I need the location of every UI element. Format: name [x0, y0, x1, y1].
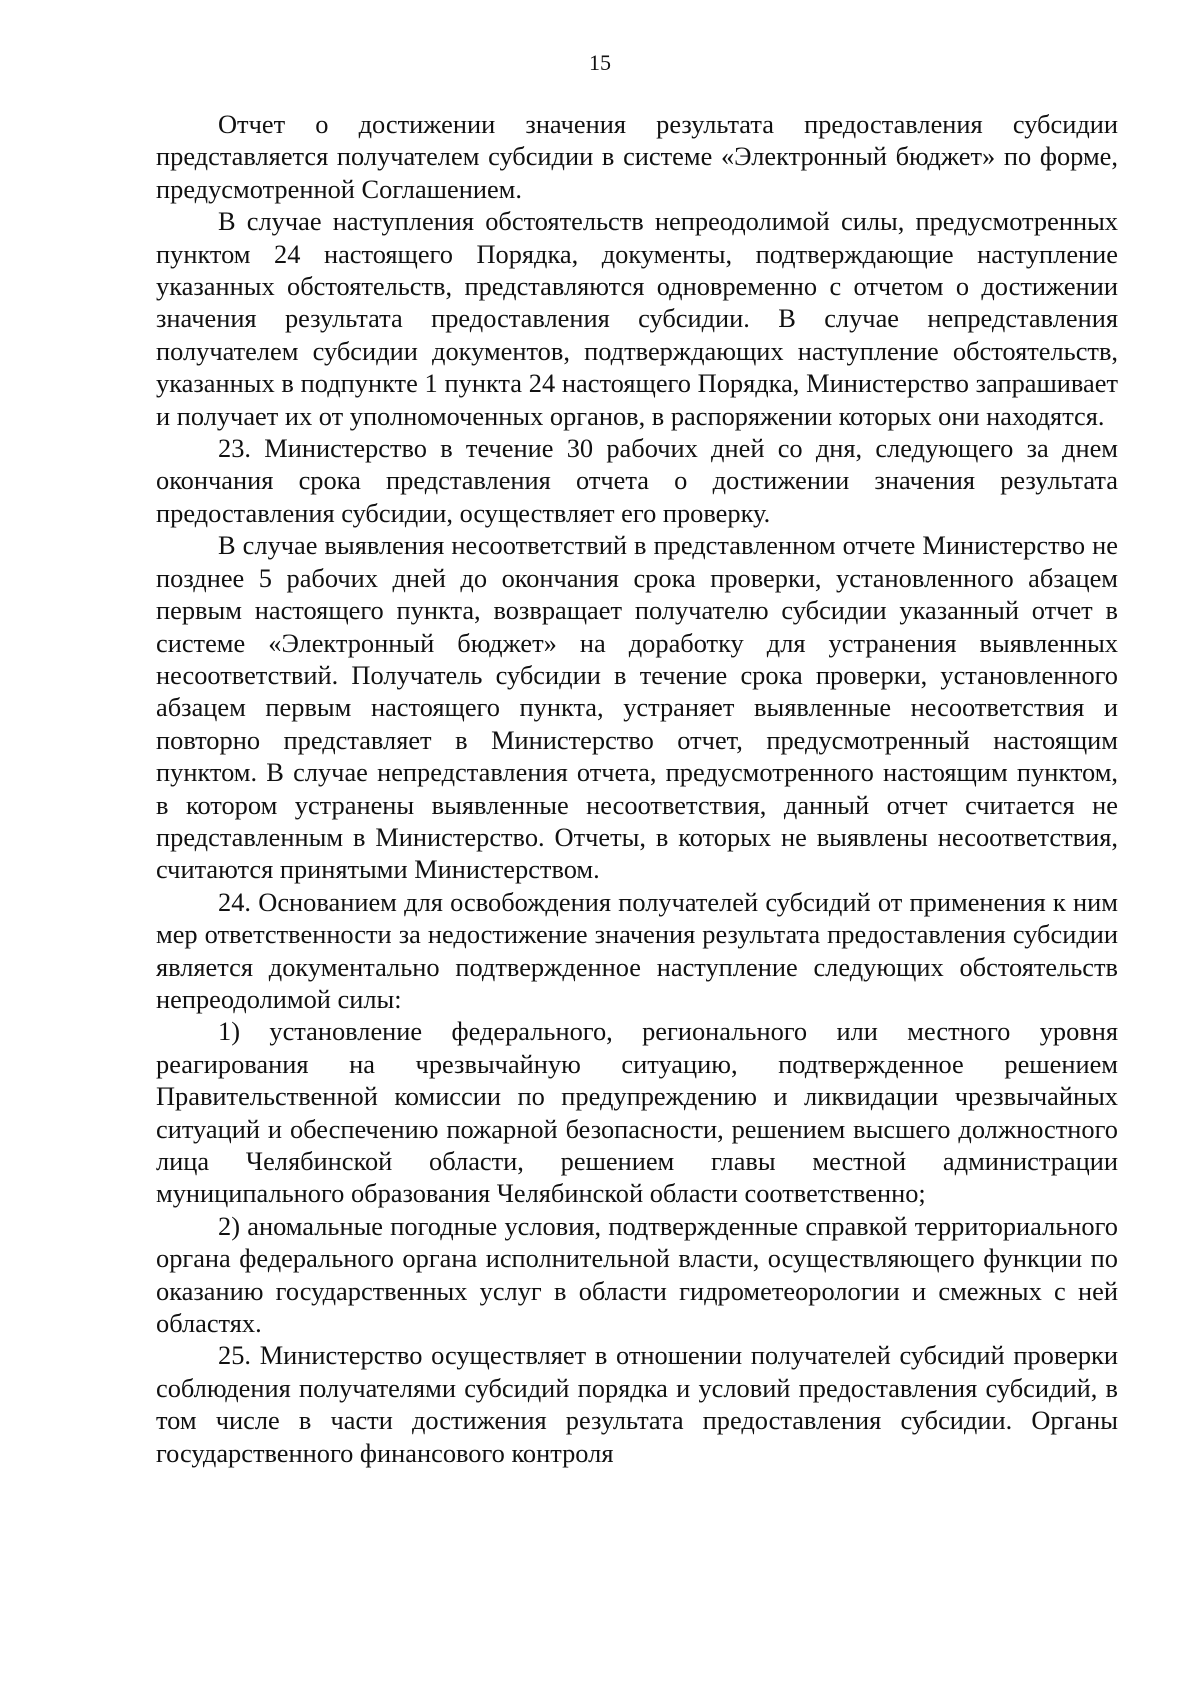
paragraph-force-majeure-documents: В случае наступления обстоятельств непреодолимой силы, предусмотренных пунктом 24 настоящего Порядка, документы, подтверждающие наступление указанных обстоятельств, представляются одновременно с отчетом о достижении значения результата предоставления субсидии. В случае непредставления получателем субсидии документов, подтверждающих наступление обстоятельств, указанных в подпункте 1 пункта 24 настоящего Порядка, Министерство запрашивает и получает их от уполномоченных органов, в распоряжении которых они находятся.: [156, 206, 1118, 431]
paragraph-subitem-2: 2) аномальные погодные условия, подтвержденные справкой территориального органа федерального органа исполнительной власти, осуществляющего функции по оказанию государственных услуг в области гидрометеорологии и смежных с ней областях.: [156, 1210, 1118, 1339]
paragraph-report-submission: Отчет о достижении значения результата предоставления субсидии представляется получателем субсидии в системе «Электронный бюджет» по форме, предусмотренной Соглашением.: [156, 109, 1118, 204]
paragraph-clause-25: 25. Министерство осуществляет в отношении получателей субсидий проверки соблюдения получателями субсидий порядка и условий предоставления субсидий, в том числе в части достижения результата предоставления субсидии. Органы государственного финансового контроля: [156, 1340, 1118, 1468]
document-body: [156, 108, 1118, 1469]
page-number: 15: [589, 50, 611, 75]
paragraph-clause-24: 24. Основанием для освобождения получателей субсидий от применения к ним мер ответственности за недостижение значения результата предоставления субсидии является документально подтвержденное наступление следующих обстоятельств непреодолимой силы:: [156, 886, 1118, 1014]
paragraph-clause-23: 23. Министерство в течение 30 рабочих дней со дня, следующего за днем окончания срока представления отчета о достижении значения результата предоставления субсидии, осуществляет его проверку.: [156, 433, 1118, 528]
paragraph-discrepancies: В случае выявления несоответствий в представленном отчете Министерство не позднее 5 рабочих дней до окончания срока проверки, установленного абзацем первым настоящего пункта, возвращает получателю субсидии указанный отчет в системе «Электронный бюджет» на доработку для устранения выявленных несоответствий. Получатель субсидии в течение срока проверки, установленного абзацем первым настоящего пункта, устраняет выявленные несоответствия и повторно представляет в Министерство отчет, предусмотренный настоящим пунктом. В случае непредставления отчета, предусмотренного настоящим пунктом, в котором устранены выявленные несоответствия, данный отчет считается не представленным в Министерство. Отчеты, в которых не выявлены несоответствия, считаются принятыми Министерством.: [156, 530, 1118, 885]
paragraph-subitem-1: 1) установление федерального, регионального или местного уровня реагирования на чрезвычайную ситуацию, подтвержденное решением Правительственной комиссии по предупреждению и ликвидации чрезвычайных ситуаций и обеспечению пожарной безопасности, решением высшего должностного лица Челябинской области, решением главы местной администрации муниципального образования Челябинской области соответственно;: [156, 1016, 1118, 1209]
